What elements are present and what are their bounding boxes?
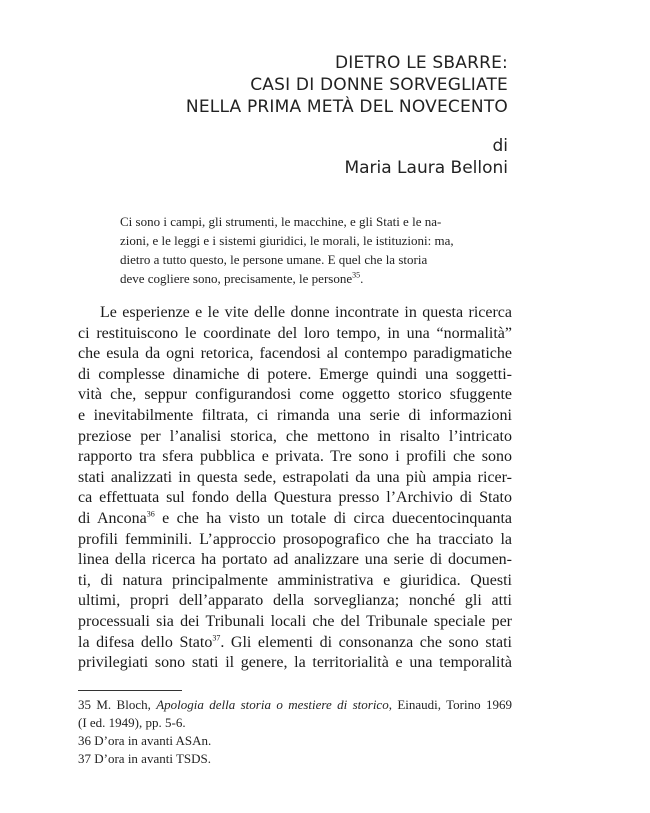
body-line: ultimi, propri dell’apparato della sorveglianza; nonché gli atti xyxy=(78,592,512,610)
title-line-2: CASI DI DONNE SORVEGLIATE xyxy=(250,75,508,95)
body-text-segment: e che ha visto un totale di circa duecentocinquanta xyxy=(154,509,512,527)
body-text-segment: la difesa dello Stato xyxy=(78,633,213,651)
title-line-3: NELLA PRIMA METÀ DEL NOVECENTO xyxy=(185,97,508,117)
epigraph xyxy=(120,212,512,288)
footnotes xyxy=(78,696,512,768)
body-line: privilegiati sono stati il genere, la territorialità e una temporalità xyxy=(78,654,512,672)
body-text-segment: di Ancona xyxy=(78,509,147,527)
body-line-with-ref-36 xyxy=(78,509,512,530)
author-preposition: di xyxy=(492,136,508,156)
footnote-ref-35[interactable]: 35 xyxy=(352,270,361,280)
footnote-35-author: 35 M. Bloch, xyxy=(78,697,157,712)
footnote-35-continued: (I ed. 1949), pp. 5-6. xyxy=(78,715,186,730)
epigraph-period: . xyxy=(360,271,364,286)
body-line: linea della ricerca ha portato ad analizzare una serie di documen- xyxy=(78,551,512,569)
body-line: preziose per l’analisi storica, che mettono in risalto l’intricato xyxy=(78,427,512,445)
chapter-title xyxy=(186,52,508,118)
footnote-36: 36 D’ora in avanti ASAn. xyxy=(78,733,212,748)
body-text-segment: . Gli elementi di consonanza che sono stati xyxy=(220,633,513,651)
body-line: profili femminili. L’approccio prosopografico che ha tracciato la xyxy=(78,530,512,548)
body-line: che esula da ogni retorica, facendosi al contempo paradigmatiche xyxy=(78,345,512,363)
epigraph-line-last xyxy=(120,269,512,288)
epigraph-line: dietro a tutto questo, le persone umane. E quel che la storia xyxy=(120,252,428,267)
title-line-1: DIETRO LE SBARRE: xyxy=(334,53,508,73)
footnote-35-publisher: , Einaudi, Torino 1969 xyxy=(388,697,512,712)
footnote-separator xyxy=(78,690,182,691)
footnote-ref-37[interactable]: 37 xyxy=(212,633,221,643)
footnote-35 xyxy=(78,696,512,714)
body-line: stati analizzati in questa sede, estrapolati da una più ampia ricer- xyxy=(78,468,512,486)
body-line: vità che, seppur configurandosi come oggetto storico sfuggente xyxy=(78,386,512,404)
epigraph-text: deve cogliere sono, precisamente, le persone xyxy=(120,271,353,286)
body-line: ti, di natura principalmente amministrativa e giuridica. Questi xyxy=(78,571,512,589)
body-line: rapporto tra sfera pubblica e privata. Tre sono i profili che sono xyxy=(78,448,512,466)
footnote-37: 37 D’ora in avanti TSDS. xyxy=(78,751,211,766)
body-line: processuali sia dei Tribunali locali che del Tribunale speciale per xyxy=(78,612,512,630)
footnote-35-title: Apologia della storia o mestiere di storico xyxy=(156,697,389,712)
author-block xyxy=(344,135,508,179)
body-line: ca effettuata sul fondo della Questura presso l’Archivio di Stato xyxy=(78,489,512,507)
footnote-ref-36[interactable]: 36 xyxy=(146,509,155,519)
author-name: Maria Laura Belloni xyxy=(344,158,508,178)
body-line: e inevitabilmente filtrata, ci rimanda una serie di informazioni xyxy=(78,406,512,424)
body-line: Le esperienze e le vite delle donne incontrate in questa ricerca xyxy=(100,304,512,321)
body-text xyxy=(78,303,512,674)
epigraph-line: zioni, e le leggi e i sistemi giuridici, le morali, le istituzioni: ma, xyxy=(120,233,454,248)
body-line: ci restituiscono le coordinate del loro tempo, in una “normalità” xyxy=(78,324,512,342)
body-line-with-ref-37 xyxy=(78,633,512,654)
body-line: di complesse dinamiche di potere. Emerge quindi una soggetti- xyxy=(78,365,512,383)
epigraph-line: Ci sono i campi, gli strumenti, le macchine, e gli Stati e le na- xyxy=(120,214,442,229)
